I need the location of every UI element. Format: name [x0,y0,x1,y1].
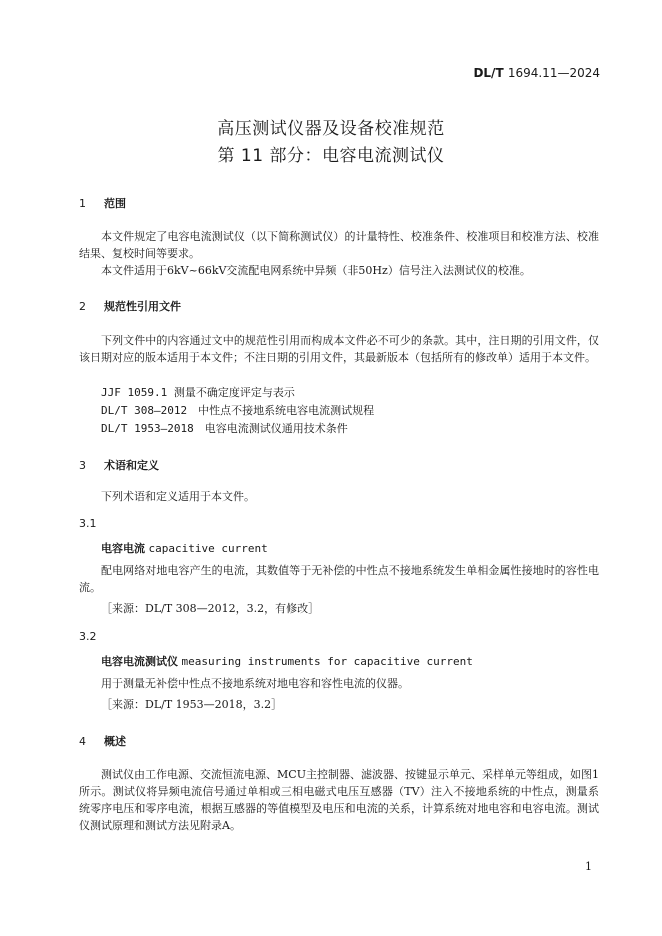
section-number: 1 [79,197,86,210]
document-code-number: 1694.11—2024 [507,66,600,80]
section-2-paragraph-1: 下列文件中的内容通过文中的规范性引用而构成本文件必不可少的条款。其中，注日期的引用文件，仅该日期对应的版本适用于本文件；不注日期的引用文件，其最新版本（包括所有的修改单）适用于本文件。 [79,334,599,364]
page-number: 1 [585,860,592,873]
section-3-paragraph-1: 下列术语和定义适用于本文件。 [101,490,255,503]
term-3-2-source: ［来源：DL/T 1953—2018，3.2］ [101,698,283,711]
section-title: 概述 [104,735,126,748]
section-title: 规范性引用文件 [104,300,181,313]
term-chinese: 电容电流测试仪 [101,655,178,668]
document-code-prefix: DL/T [473,66,504,80]
section-title: 范围 [104,197,126,210]
term-3-2-number: 3.2 [79,630,97,643]
document-subtitle: 第 11 部分：电容电流测试仪 [217,146,445,166]
reference-item: DL/T 308—2012 中性点不接地系统电容电流测试规程 [101,404,375,417]
term-3-1-definition: 配电网络对地电容产生的电流，其数值等于无补偿的中性点不接地系统发生单相金属性接地时的容性电流。 [79,564,599,594]
section-number: 4 [79,735,86,748]
term-english: measuring instruments for capacitive current [181,655,473,668]
term-english: capacitive current [148,542,268,555]
term-3-2-definition: 用于测量无补偿中性点不接地系统对地电容和容性电流的仪器。 [101,677,409,690]
section-number: 2 [79,300,86,313]
term-chinese: 电容电流 [101,542,145,555]
reference-item: DL/T 1953—2018 电容电流测试仪通用技术条件 [101,422,348,435]
section-4-paragraph-1: 测试仪由工作电源、交流恒流电源、MCU主控制器、滤波器、按键显示单元、采样单元等组成，如图1所示。测试仪将异频电流信号通过单相或三相电磁式电压互感器（TV）注入不接地系统的中性点，测量系统零序电压和零序电流，根据互感器的等值模型及电压和电流的关系，计算系统对地电容和电容电流。测试仪测试原理和测试方法见附录A。 [79,768,599,832]
term-3-1-source: ［来源：DL/T 308—2012，3.2，有修改］ [101,602,320,615]
reference-item: JJF 1059.1 测量不确定度评定与表示 [101,386,295,399]
section-3-heading [79,457,159,473]
section-1-heading [79,195,126,211]
term-3-1-number: 3.1 [79,517,97,530]
document-code [473,66,600,80]
section-1-paragraph-2: 本文件适用于6kV~66kV交流配电网系统中异频（非50Hz）信号注入法测试仪的校准。 [101,264,531,277]
term-3-1-title [101,540,268,557]
section-title: 术语和定义 [104,459,159,472]
section-2-heading [79,298,181,314]
section-4-heading [79,733,126,749]
section-1-paragraph-1: 本文件规定了电容电流测试仪（以下简称测试仪）的计量特性、校准条件、校准项目和校准方法、校准结果、复校时间等要求。 [79,230,599,260]
term-3-2-title [101,653,473,670]
section-number: 3 [79,459,86,472]
document-title: 高压测试仪器及设备校准规范 [217,119,445,139]
